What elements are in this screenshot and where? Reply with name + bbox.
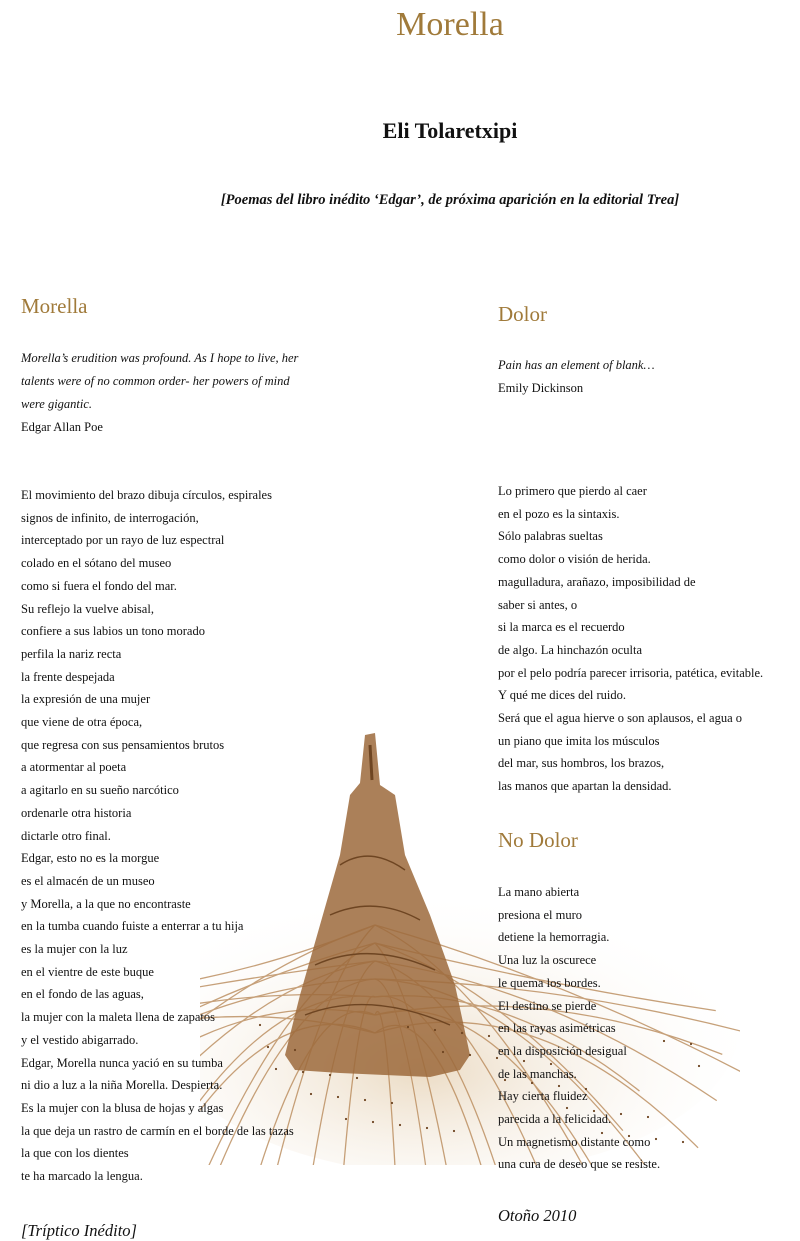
- poem-line: como si fuera el fondo del mar.: [21, 578, 177, 593]
- poem-no-dolor: [498, 881, 660, 1176]
- poem-line: la que deja un rastro de carmín en el borde de las tazas: [21, 1123, 294, 1138]
- poem-line: signos de infinito, de interrogación,: [21, 510, 199, 525]
- poem-line: por el pelo podría parecer irrisoria, patética, evitable.: [498, 665, 764, 680]
- poem-line: Su reflejo la vuelve abisal,: [21, 601, 154, 616]
- poem-line: y el vestido abigarrado.: [21, 1032, 139, 1047]
- poem-line: dictarle otro final.: [21, 828, 111, 843]
- ink-dot: [663, 1040, 665, 1042]
- poem-line: parecida a la felicidad.: [498, 1112, 612, 1127]
- poem-line: Hay cierta fluidez: [498, 1089, 588, 1104]
- poem-line: a agitarlo en su sueño narcótico: [21, 783, 179, 798]
- ink-dot: [407, 1026, 409, 1028]
- poem-line: confiere a sus labios un tono morado: [21, 624, 205, 639]
- poem-line: la que con los dientes: [21, 1146, 129, 1161]
- footer-date: Otoño 2010: [498, 1206, 577, 1225]
- ink-dot: [302, 1071, 304, 1073]
- ink-dot: [337, 1096, 339, 1098]
- footer-triptico: [Tríptico Inédito]: [21, 1221, 137, 1240]
- poem-line: en el pozo es la sintaxis.: [498, 506, 620, 521]
- epigraph-line: were gigantic.: [21, 397, 93, 411]
- epigraph-line: Morella’s erudition was profound. As I hope to live, her: [21, 351, 299, 365]
- poem-line: Sólo palabras sueltas: [498, 529, 603, 544]
- poem-morella: [21, 484, 294, 1188]
- poem-line: magulladura, arañazo, imposibilidad de: [498, 574, 696, 589]
- ink-dot: [399, 1124, 401, 1126]
- heading-dolor: Dolor: [498, 302, 547, 326]
- poem-line: detiene la hemorragia.: [498, 930, 610, 945]
- poem-line: y Morella, a la que no encontraste: [21, 896, 191, 911]
- ink-dot: [469, 1054, 471, 1056]
- poem-line: la mujer con la maleta llena de zapatos: [21, 1010, 216, 1025]
- poem-line: Y qué me dices del ruido.: [498, 688, 626, 703]
- ink-dot: [294, 1049, 296, 1051]
- poem-line: Edgar, esto no es la morgue: [21, 851, 160, 866]
- poem-dolor: [498, 480, 763, 798]
- poem-line: El movimiento del brazo dibuja círculos, espirales: [21, 488, 272, 502]
- poem-line: de las manchas.: [498, 1066, 577, 1081]
- poem-line: le quema los bordes.: [498, 975, 601, 990]
- epigraph-line: talents were of no common order- her powers of mind: [21, 374, 290, 388]
- epigraph-line: Pain has an element of blank…: [498, 358, 655, 372]
- ink-dot: [329, 1074, 331, 1076]
- poem-line: presiona el muro: [498, 907, 583, 922]
- poem-line: Lo primero que pierdo al caer: [498, 484, 647, 498]
- poem-line: saber si antes, o: [498, 597, 578, 612]
- poem-line: un piano que imita los músculos: [498, 733, 660, 748]
- poem-line: en las rayas asimétricas: [498, 1021, 616, 1036]
- ink-dot: [356, 1077, 358, 1079]
- poem-line: como dolor o visión de herida.: [498, 552, 651, 567]
- poem-line: en el vientre de este buque: [21, 964, 154, 979]
- poem-line: una cura de deseo que se resiste.: [498, 1157, 661, 1172]
- ink-dot: [453, 1130, 455, 1132]
- ink-dot: [364, 1099, 366, 1101]
- poem-line: del mar, sus hombros, los brazos,: [498, 756, 665, 771]
- poem-line: perfila la nariz recta: [21, 646, 122, 661]
- poem-line: las manos que apartan la densidad.: [498, 779, 672, 794]
- ink-dot: [434, 1029, 436, 1031]
- ink-dot: [690, 1043, 692, 1045]
- poem-line: la frente despejada: [21, 669, 115, 684]
- poem-line: es la mujer con la luz: [21, 942, 128, 957]
- ink-dot: [310, 1093, 312, 1095]
- poem-line: Un magnetismo distante como: [498, 1134, 651, 1149]
- ink-dot: [391, 1102, 393, 1104]
- poem-line: Edgar, Morella nunca yació en su tumba: [21, 1055, 223, 1070]
- poem-line: que viene de otra época,: [21, 715, 143, 730]
- poem-line: Una luz la oscurece: [498, 953, 597, 968]
- poem-line: en la disposición desigual: [498, 1043, 627, 1058]
- poem-line: ordenarle otra historia: [21, 805, 132, 820]
- ink-dot: [698, 1065, 700, 1067]
- page-title: Morella: [396, 6, 504, 43]
- epigraph-author: Edgar Allan Poe: [21, 420, 103, 434]
- poem-line: te ha marcado la lengua.: [21, 1169, 143, 1184]
- epigraph-author: Emily Dickinson: [498, 381, 584, 395]
- ink-dot: [488, 1035, 490, 1037]
- epigraph-poe: [21, 347, 298, 439]
- poem-line: Es la mujer con la blusa de hojas y algas: [21, 1100, 224, 1115]
- ink-dot: [442, 1051, 444, 1053]
- poem-line: de algo. La hinchazón oculta: [498, 642, 643, 657]
- author-name: Eli Tolaretxipi: [382, 118, 518, 143]
- poem-line: ni dio a luz a la niña Morella. Despierta.: [21, 1078, 223, 1093]
- subtitle: [Poemas del libro inédito ‘Edgar’, de próxima aparición en la editorial Trea]: [220, 192, 680, 208]
- poem-line: a atormentar al poeta: [21, 760, 127, 775]
- poem-line: Será que el agua hierve o son aplausos, el agua o: [498, 711, 743, 726]
- poem-line: en el fondo de las aguas,: [21, 987, 144, 1002]
- poem-line: que regresa con sus pensamientos brutos: [21, 737, 225, 752]
- poem-line: interceptado por un rayo de luz espectral: [21, 533, 225, 548]
- ink-dot: [345, 1118, 347, 1120]
- poem-line: la expresión de una mujer: [21, 692, 151, 707]
- ink-dot: [372, 1121, 374, 1123]
- poem-line: La mano abierta: [498, 885, 580, 899]
- heading-morella: Morella: [21, 294, 88, 318]
- poem-line: si la marca es el recuerdo: [498, 620, 625, 635]
- ink-dot: [682, 1141, 684, 1143]
- poem-line: es el almacén de un museo: [21, 873, 155, 888]
- poem-line: en la tumba cuando fuiste a enterrar a tu hija: [21, 919, 244, 934]
- poem-line: El destino se pierde: [498, 998, 597, 1013]
- epigraph-dickinson: [498, 354, 655, 400]
- poem-line: colado en el sótano del museo: [21, 556, 172, 571]
- heading-no-dolor: No Dolor: [498, 828, 578, 852]
- ink-dot: [426, 1127, 428, 1129]
- ink-dot: [461, 1032, 463, 1034]
